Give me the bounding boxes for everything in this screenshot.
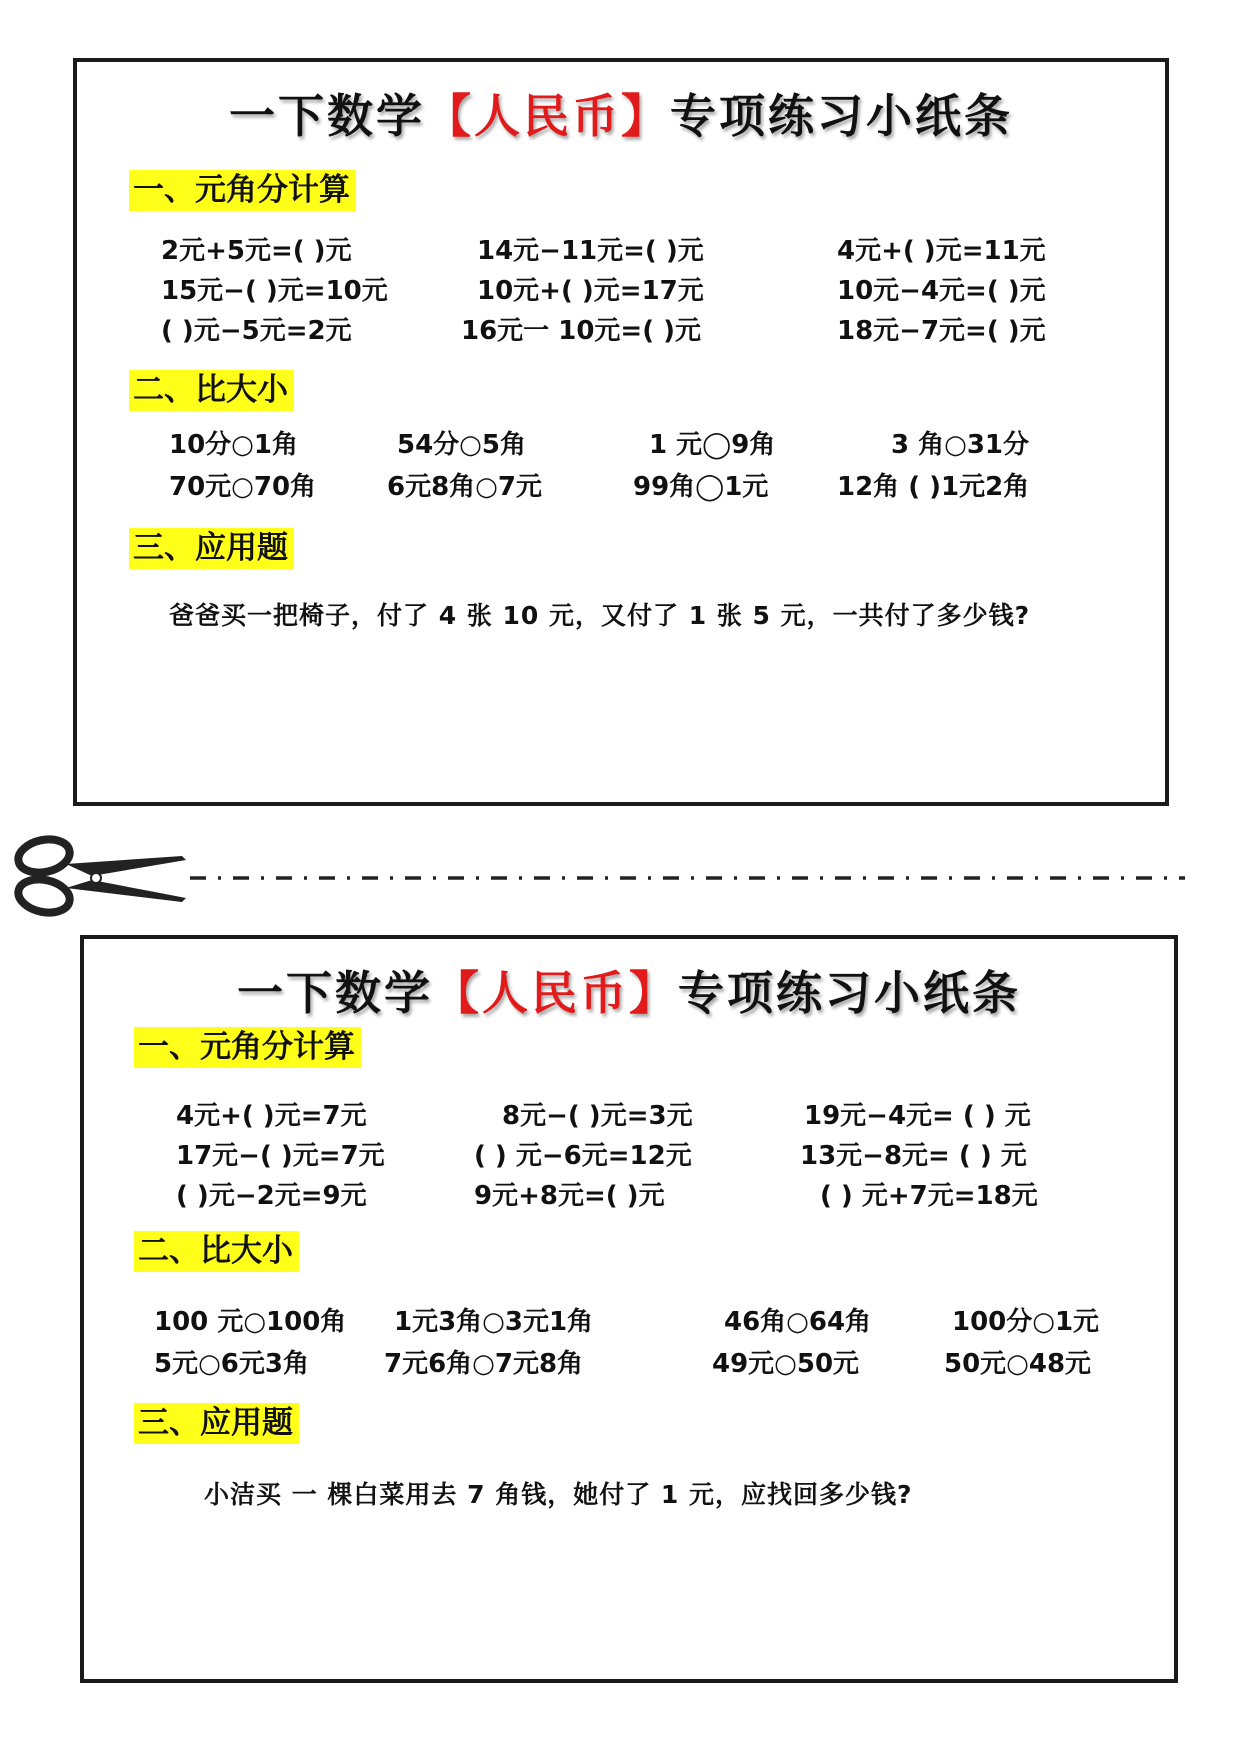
calc-problem: 16元一 10元=( )元 [461,316,702,346]
card-title [84,957,1174,1023]
practice-card-1 [73,58,1169,806]
section-word-heading: 三、应用题 [129,528,294,569]
calc-problem: ( )元−5元=2元 [161,316,352,346]
compare-problem: 12角 ( )1元2角 [837,472,1030,502]
calc-problem: 10元−4元=( )元 [837,276,1046,306]
compare-problem: 1元3角○3元1角 [394,1307,594,1337]
word-problem: 爸爸买一把椅子，付了 4 张 10 元，又付了 1 张 5 元，一共付了多少钱? [169,601,1031,630]
title-suffix: 专项练习小纸条 [670,89,1013,143]
compare-problem: 99角◯1元 [633,472,769,502]
compare-problem: 6元8角○7元 [387,472,542,502]
section-calc-heading: 一、元角分计算 [129,170,356,211]
calc-problem: 9元+8元=( )元 [474,1181,665,1211]
compare-problem: 1 元◯9角 [649,430,776,460]
title-prefix: 一下数学 [237,966,433,1020]
calc-problem: 4元+( )元=11元 [837,236,1046,266]
card-title [77,80,1165,146]
section-calc-heading: 一、元角分计算 [134,1027,361,1068]
section-word-heading: 三、应用题 [134,1403,299,1444]
compare-problem: 54分○5角 [397,430,526,460]
compare-problem: 70元○70角 [169,472,317,502]
compare-problem: 49元○50元 [712,1349,860,1379]
title-suffix: 专项练习小纸条 [678,966,1021,1020]
compare-problem: 3 角○31分 [891,430,1030,460]
calc-problem: 19元−4元= ( ) 元 [804,1101,1031,1131]
title-highlight: 【人民币】 [425,89,670,143]
calc-problem: 8元−( )元=3元 [502,1101,693,1131]
calc-problem: ( )元−2元=9元 [176,1181,367,1211]
compare-problem: 50元○48元 [944,1349,1092,1379]
scissors-icon [0,820,1239,920]
practice-card-2 [80,935,1178,1683]
calc-problem: 15元−( )元=10元 [161,276,388,306]
calc-problem: 2元+5元=( )元 [161,236,352,266]
title-highlight: 【人民币】 [433,966,678,1020]
calc-problem: 14元−11元=( )元 [477,236,704,266]
compare-problem: 7元6角○7元8角 [384,1349,584,1379]
cut-line [0,820,1239,920]
calc-problem: 13元−8元= ( ) 元 [800,1141,1027,1171]
section-compare-heading: 二、比大小 [134,1231,299,1272]
section-compare-heading: 二、比大小 [129,370,294,411]
calc-problem: 18元−7元=( )元 [837,316,1046,346]
compare-problem: 5元○6元3角 [154,1349,309,1379]
calc-problem: ( ) 元−6元=12元 [474,1141,692,1171]
compare-problem: 100分○1元 [952,1307,1100,1337]
calc-problem: ( ) 元+7元=18元 [820,1181,1038,1211]
calc-problem: 17元−( )元=7元 [176,1141,385,1171]
word-problem: 小洁买 一 棵白菜用去 7 角钱，她付了 1 元，应找回多少钱? [204,1480,913,1509]
compare-problem: 100 元○100角 [154,1307,347,1337]
compare-problem: 10分○1角 [169,430,298,460]
calc-problem: 4元+( )元=7元 [176,1101,367,1131]
calc-problem: 10元+( )元=17元 [477,276,704,306]
title-prefix: 一下数学 [229,89,425,143]
compare-problem: 46角○64角 [724,1307,872,1337]
